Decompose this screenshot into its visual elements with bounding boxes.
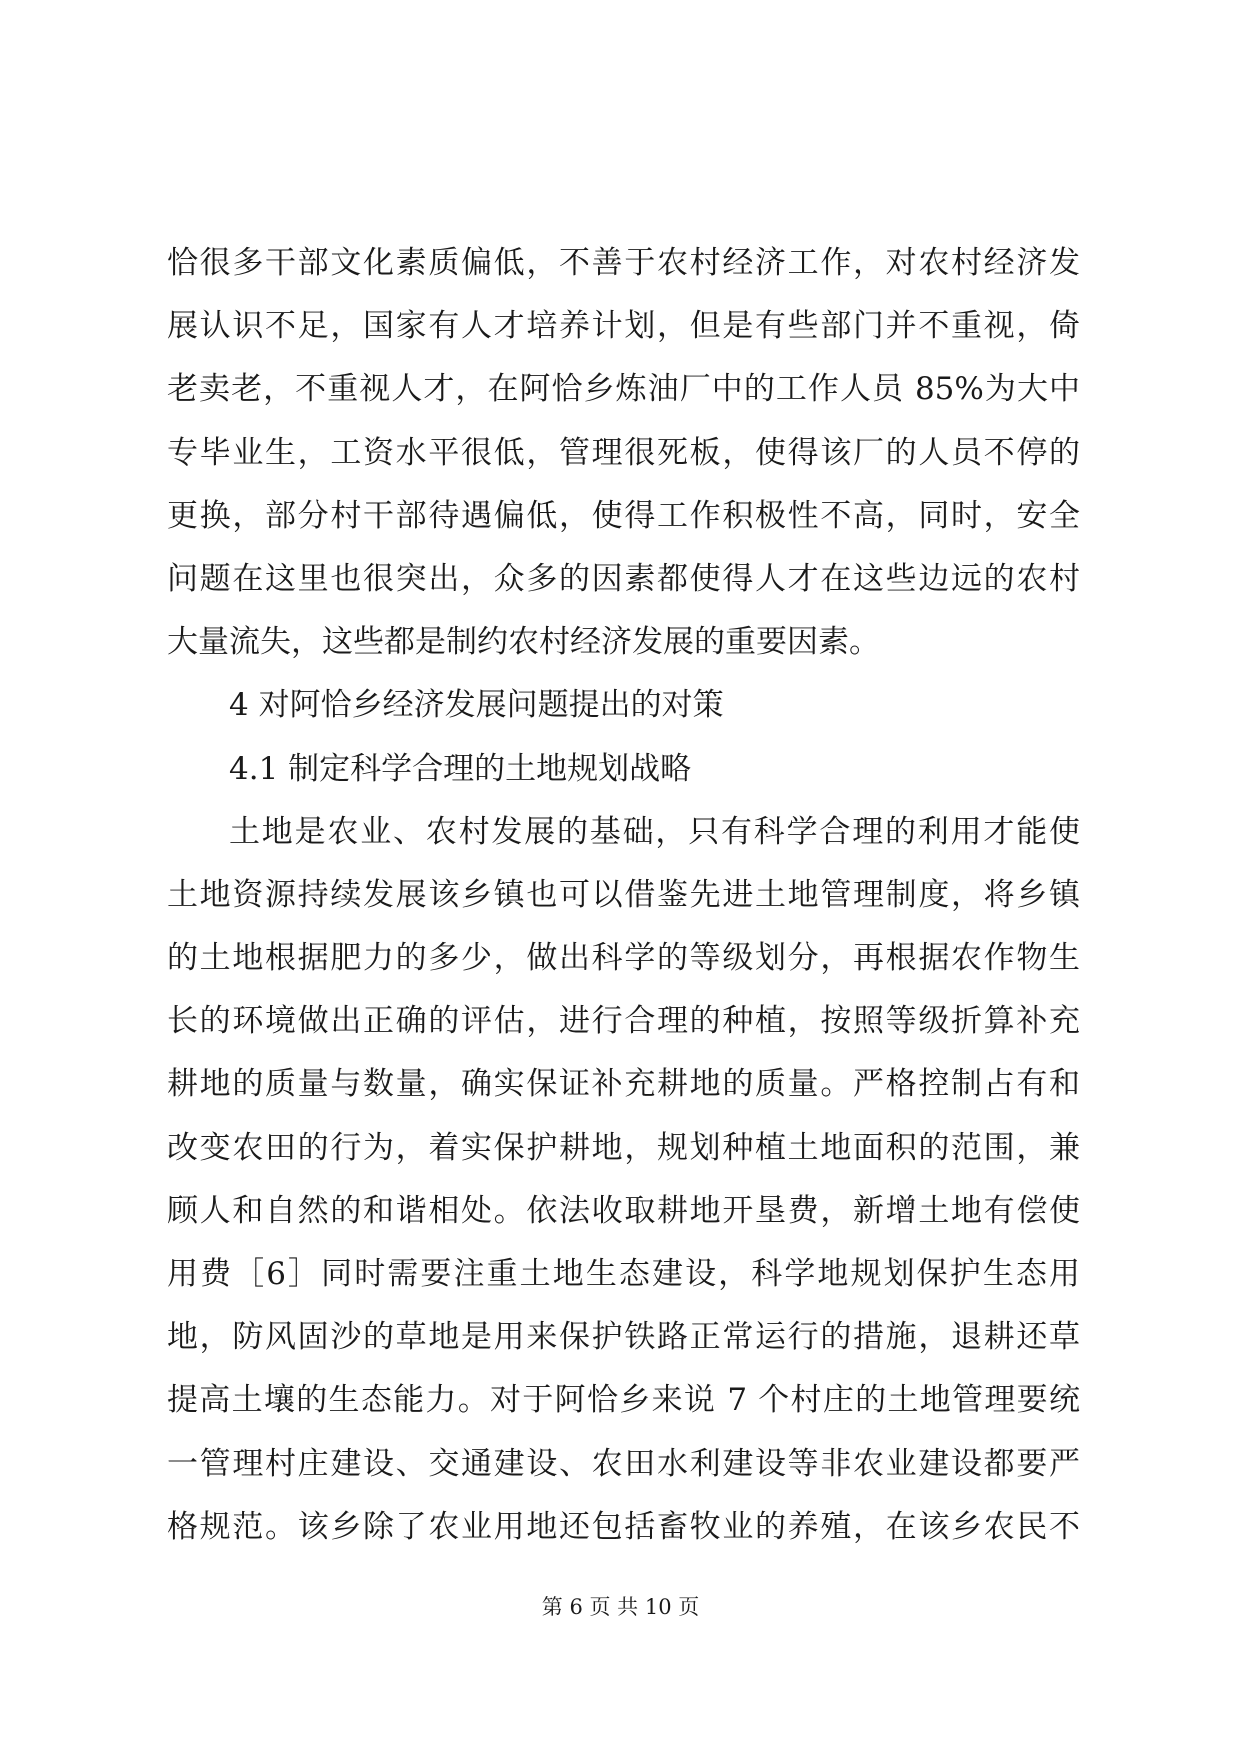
text-line: 恰很多干部文化素质偏低，不善于农村经济工作，对农村经济发 xyxy=(167,245,1080,281)
text-line: 问题在这里也很突出，众多的因素都使得人才在这些边远的农村 xyxy=(167,560,1080,597)
subsection-heading: 4.1 制定科学合理的土地规划战略 xyxy=(229,750,692,787)
text-line: 长的环境做出正确的评估，进行合理的种植，按照等级折算补充 xyxy=(167,1003,1080,1040)
text-line: 耕地的质量与数量，确实保证补充耕地的质量。严格控制占有和 xyxy=(167,1066,1080,1103)
text-line: 改变农田的行为，着实保护耕地，规划种植土地面积的范围，兼 xyxy=(167,1129,1080,1166)
text-line: 格规范。该乡除了农业用地还包括畜牧业的养殖，在该乡农民不 xyxy=(167,1508,1080,1545)
text-line: 地，防风固沙的草地是用来保护铁路正常运行的措施，退耕还草 xyxy=(167,1319,1080,1356)
page-number-footer: 第 6 页 共 10 页 xyxy=(541,1595,700,1619)
text-line: 一管理村庄建设、交通建设、农田水利建设等非农业建设都要严 xyxy=(167,1445,1080,1482)
text-line: 专毕业生，工资水平很低，管理很死板，使得该厂的人员不停的 xyxy=(167,434,1080,471)
text-line: 老卖老，不重视人才，在阿恰乡炼油厂中的工作人员 85%为大中 xyxy=(167,371,1080,408)
text-line: 更换，部分村干部待遇偏低，使得工作积极性不高，同时，安全 xyxy=(167,497,1080,534)
text-line: 用费［6］同时需要注重土地生态建设，科学地规划保护生态用 xyxy=(167,1256,1080,1292)
body-text xyxy=(167,232,1080,1559)
text-line: 展认识不足，国家有人才培养计划，但是有些部门并不重视，倚 xyxy=(167,308,1080,345)
text-line: 顾人和自然的和谐相处。依法收取耕地开垦费，新增土地有偿使 xyxy=(167,1192,1080,1229)
text-line: 的土地根据肥力的多少，做出科学的等级划分，再根据农作物生 xyxy=(167,940,1080,977)
text-line: 大量流失，这些都是制约农村经济发展的重要因素。 xyxy=(167,624,880,661)
section-heading: 4 对阿恰乡经济发展问题提出的对策 xyxy=(229,687,724,724)
text-line: 提高土壤的生态能力。对于阿恰乡来说 7 个村庄的土地管理要统 xyxy=(167,1382,1080,1419)
text-line: 土地资源持续发展该乡镇也可以借鉴先进土地管理制度，将乡镇 xyxy=(167,876,1080,913)
text-line: 土地是农业、农村发展的基础，只有科学合理的利用才能使 xyxy=(229,813,1080,850)
